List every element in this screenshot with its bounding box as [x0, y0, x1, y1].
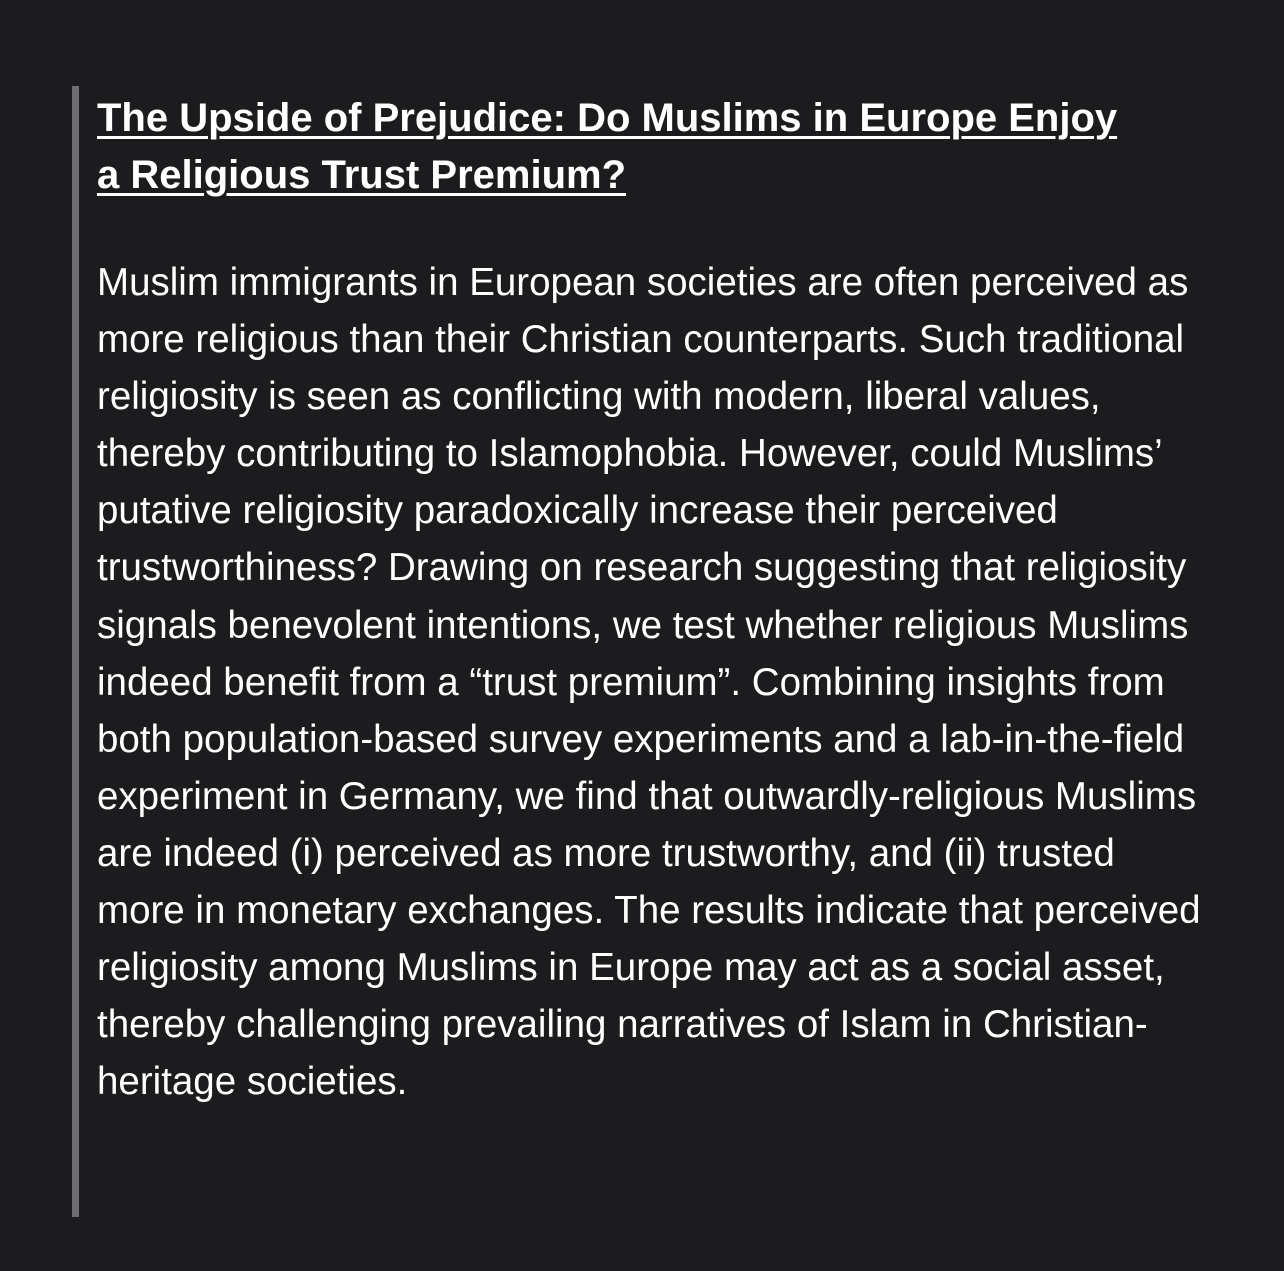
article-abstract: Muslim immigrants in European societies are often perceived as more religious than their Christian counterparts. Such traditional religiosity is seen as conflicting with modern, liberal values, thereby contributing to Islamophobia. However, could Muslims’ putative religiosity paradoxically increase their perceived trustworthiness? Drawing on research suggesting that religiosity signals benevolent intentions, we test whether religious Muslims indeed benefit from a “trust premium”. Combining insights from both population-based survey experiments and a lab-in-the-field experiment in Germany, we find that outwardly-religious Muslims are indeed (i) perceived as more trustworthy, and (ii) trusted more in monetary exchanges. The results indicate that perceived religiosity among Muslims in Europe may act as a social asset, thereby challenging prevailing narratives of Islam in Christian-heritage societies.	[97, 261, 1201, 1104]
article-title[interactable]: The Upside of Prejudice: Do Muslims in Europe Enjoy a Religious Trust Premium?	[97, 96, 1118, 197]
quote-block	[72, 86, 1212, 1217]
